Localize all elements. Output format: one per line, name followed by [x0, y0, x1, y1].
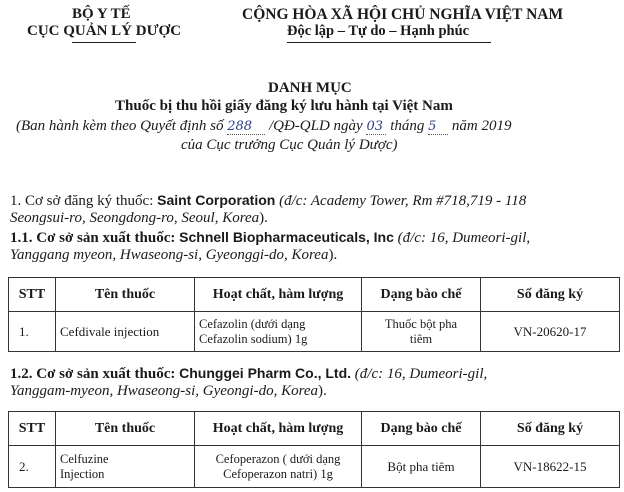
header-stt: STT: [9, 412, 56, 446]
row-ingredient-line-1: Cefoperazon ( dưới dạng: [215, 451, 341, 466]
row-ingredient: [195, 312, 362, 352]
motto-underline: [287, 42, 491, 43]
registrant-line-2: [10, 210, 268, 227]
row-ingredient-line-2: Cefoperazon natri) 1g: [223, 466, 333, 481]
manufacturer-2-address-end: ).: [318, 383, 327, 399]
decision-text-b: /QĐ-QLD ngày: [268, 118, 363, 134]
row-stt: 2.: [9, 446, 56, 488]
manufacturer-1-label: 1.1. Cơ sở sản xuất thuốc:: [10, 230, 176, 246]
manufacturer-1-name: Schnell Biopharmaceuticals, Inc: [179, 229, 394, 245]
header-reg-no: Số đăng ký: [481, 412, 620, 446]
registrant-address-end: ).: [259, 210, 268, 226]
registrant-line-1: [10, 192, 526, 210]
manufacturer-2-line-1: [10, 365, 487, 383]
department-name: CỤC QUẢN LÝ DƯỢC: [27, 23, 182, 39]
decision-day: 03: [366, 119, 386, 135]
row-form: [362, 312, 481, 352]
header-name: Tên thuốc: [56, 278, 195, 312]
header-ingredient: Hoạt chất, hàm lượng: [195, 412, 362, 446]
table-row: [9, 446, 620, 488]
decision-text-c: tháng: [390, 118, 425, 134]
manufacturer-1-address-2: Yanggang myeon, Hwaseong-si, Gyeonggi-do, Korea: [10, 247, 329, 263]
row-name: [56, 446, 195, 488]
row-form: Bột pha tiêm: [362, 446, 481, 488]
row-name: Cefdivale injection: [56, 312, 195, 352]
row-reg-no: VN-18622-15: [481, 446, 620, 488]
header-stt: STT: [9, 278, 56, 312]
registrant-label: 1. Cơ sở đăng ký thuốc:: [10, 193, 154, 209]
row-name-line-2: Injection: [60, 466, 105, 481]
page-subtitle: Thuốc bị thu hồi giấy đăng ký lưu hành tại Việt Nam: [115, 98, 453, 114]
department-underline: [72, 42, 136, 43]
row-form-line-1: Thuốc bột pha: [384, 316, 458, 331]
drug-table-2: [8, 411, 620, 488]
header-reg-no: Số đăng ký: [481, 278, 620, 312]
header-name: Tên thuốc: [56, 412, 195, 446]
registrant-address-2: Seongsui-ro, Seongdong-ro, Seoul, Korea: [10, 210, 260, 226]
manufacturer-2-name: Chunggei Pharm Co., Ltd.: [179, 365, 352, 381]
drug-table-1: [8, 277, 620, 352]
header-form: Dạng bào chế: [362, 412, 481, 446]
manufacturer-2-line-2: [10, 383, 327, 400]
decision-text-d: năm 2019: [451, 118, 512, 134]
header-form: Dạng bào chế: [362, 278, 481, 312]
manufacturer-1-line-1: [10, 229, 530, 247]
manufacturer-2-address-1: (đ/c: 16, Dumeori-gil,: [354, 366, 488, 382]
row-ingredient-line-1: Cefazolin (dưới dạng: [199, 316, 306, 331]
decision-number: 288: [227, 119, 265, 135]
country-name: CỘNG HÒA XÃ HỘI CHỦ NGHĨA VIỆT NAM: [242, 6, 564, 23]
registrant-address-1: (đ/c: Academy Tower, Rm #718,719 - 118: [279, 193, 527, 209]
decision-month: 5: [428, 119, 448, 135]
row-name-line-1: Celfuzine: [60, 451, 109, 466]
manufacturer-1-address-end: ).: [328, 247, 338, 263]
manufacturer-2-address-2: Yanggam-myeon, Hwaseong-si, Gyeongi-do, Korea: [10, 383, 319, 399]
row-ingredient: [195, 446, 362, 488]
table-row: [9, 312, 620, 352]
registrant-name: Saint Corporation: [157, 192, 276, 208]
page-title: DANH MỤC: [268, 80, 352, 96]
ministry-name: BỘ Y TẾ: [72, 6, 131, 22]
row-form-line-2: tiêm: [409, 331, 433, 346]
manufacturer-1-line-2: [10, 247, 337, 264]
decision-text-a: (Ban hành kèm theo Quyết định số: [16, 118, 224, 134]
table-header-row: [9, 412, 620, 446]
row-ingredient-line-2: Cefazolin sodium) 1g: [199, 331, 308, 346]
decision-issuer: của Cục trưởng Cục Quản lý Dược): [181, 137, 398, 153]
manufacturer-1-address-1: (đ/c: 16, Dumeori-gil,: [397, 230, 531, 246]
row-stt: 1.: [9, 312, 56, 352]
row-reg-no: VN-20620-17: [481, 312, 620, 352]
table-header-row: [9, 278, 620, 312]
manufacturer-2-label: 1.2. Cơ sở sản xuất thuốc:: [10, 366, 176, 382]
decision-line: [16, 118, 511, 135]
header-ingredient: Hoạt chất, hàm lượng: [195, 278, 362, 312]
motto: Độc lập – Tự do – Hạnh phúc: [287, 23, 470, 39]
